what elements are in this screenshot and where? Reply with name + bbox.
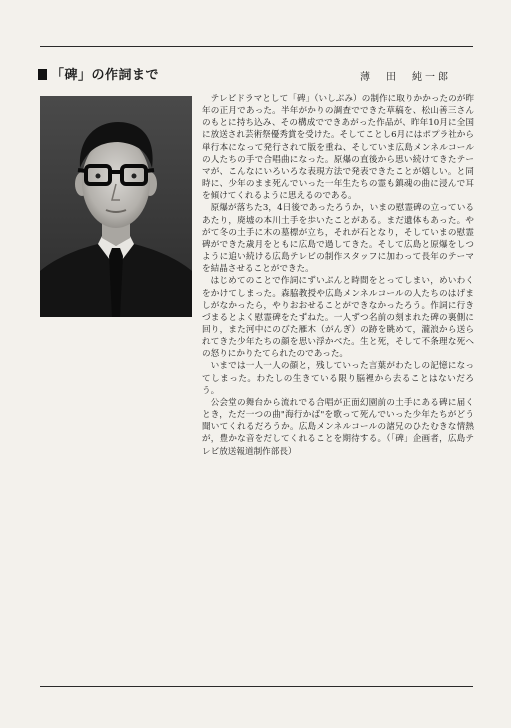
article-paragraph: テレビドラマとして「碑」（いしぶみ）の制作に取りかかったのが昨年の正月であった。半年がかりの調査でできた草稿を、松山善三さんのもとに持ち込み、その構成でできあがった作品が、昨年10月に全国に放送され芸術祭優秀賞を受けた。そしてことし6月にはポプラ社から単行本になって発行されて版を重ね、そしていま広島メンネルコールの人たちの手で合唱曲になった。原爆の直後から思い続けてきたテーマが、こんなにいろいろな表現方法で発表できたことが嬉しい。と同時に、少年のまま死んでいった一年生たちの霊も鎮魂の曲に浸んで耳を傾けてくれるように思えるのである。 (202, 94, 474, 202)
author-name: 薄 田 純一郎 (360, 72, 451, 83)
article-body (202, 93, 474, 458)
article-paragraph: はじめてのことで作詞にずいぶんと時間をとってしまい，めいわくをかけてしまった。森脇教授や広島メンネルコールの人たちのはげましがなかったら，やりおおせることができなかったろう。作詞に行きづまるとよく慰霊碑をたずねた。一人ずつ名前の刻まれた碑の裏側に回り，また河中にのびた雁木（がんぎ）の跡を眺めて，瀧浪から送られてきた少年たちの顔を思い浮かべた。生と死，そして不条理な死への怒りにかりたてられたのであった。 (202, 276, 474, 360)
article-paragraph: いまでは一人一人の顔と，残していった言葉がわたしの記憶になってしまった。わたしの生きている限り脳裡から去ることはないだろう。 (202, 361, 474, 396)
portrait-photo (40, 96, 192, 317)
heading-bullet-icon (38, 69, 47, 80)
top-rule (40, 46, 473, 47)
bottom-rule (40, 686, 473, 687)
article-heading (38, 64, 159, 83)
article-title: 「碑」の作詞まで (51, 68, 160, 83)
article-paragraph: 公会堂の舞台から流れでる合唱が正面幻園前の土手にある碑に届くとき，ただ一つの曲"海行かば"を歌って死んでいった少年たちがどう聞いてくれるだろうか。広島メンネルコールの諸兄のひたむきな情熱が，豊かな音をだしてくれることを期待する。（「碑」企画者，広島テレビ放送報道制作部長） (202, 397, 474, 457)
portrait-illustration (40, 96, 192, 317)
article-paragraph: 原爆が落ちた3，4日後であったろうか，いまの慰霊碑の立っているあたり，廃墟の本川土手を歩いたことがある。まだ遺体もあった。やがて冬の土手に木の墓標が立ち，それが石となり，そしていまの慰霊碑ができた歳月をともに広島で過してきた。そして広島と原爆をしつように追い続ける広島テレビの制作スタッフに加わって長年のテーマを結晶させることができた。 (202, 203, 474, 275)
